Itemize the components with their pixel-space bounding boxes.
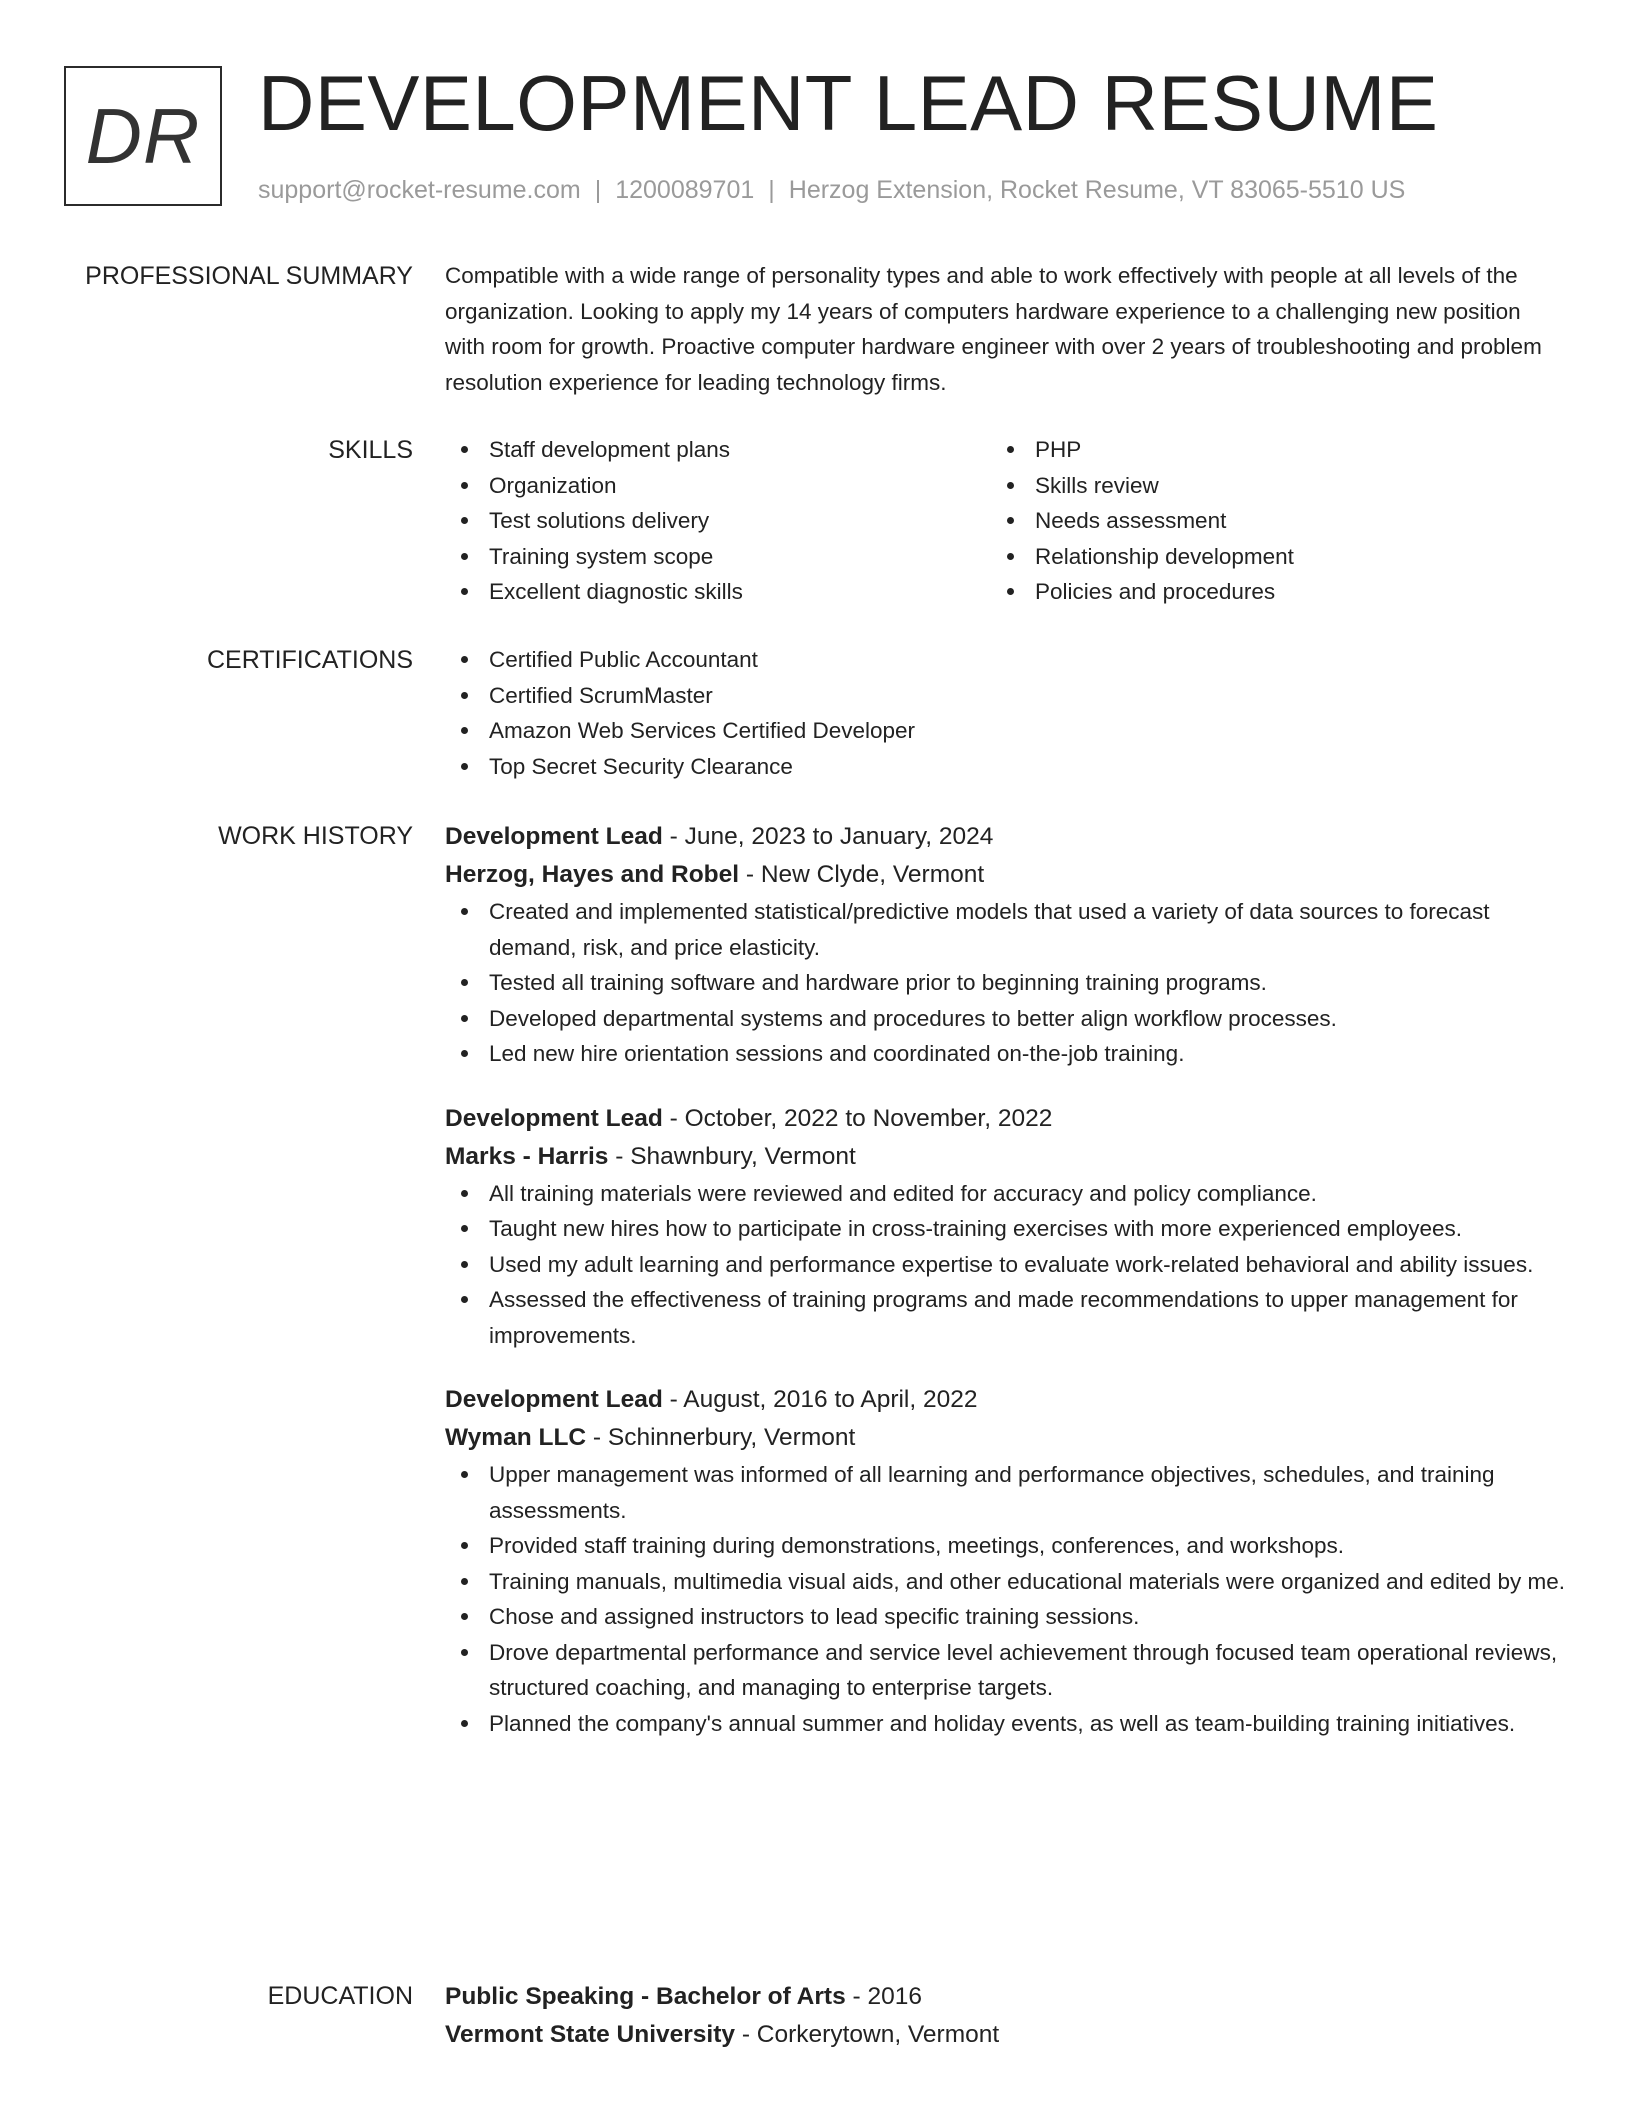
- contact-separator: |: [768, 176, 775, 204]
- job-title-line: [445, 1100, 1565, 1138]
- certification-item: Amazon Web Services Certified Developer: [445, 713, 1565, 749]
- contact-address: Herzog Extension, Rocket Resume, VT 83065-5510 US: [788, 176, 1406, 204]
- job-location: - New Clyde, Vermont: [739, 861, 985, 888]
- job-duty: All training materials were reviewed and edited for accuracy and policy compliance.: [445, 1176, 1565, 1212]
- job-entry: [445, 1100, 1565, 1354]
- job-company-line: [445, 1138, 1565, 1176]
- job-duties-list: [445, 894, 1565, 1072]
- certification-item: Certified Public Accountant: [445, 642, 1565, 678]
- skill-item: Relationship development: [991, 539, 1537, 575]
- job-duty: Created and implemented statistical/predictive models that used a variety of data sources to forecast demand, risk, and price elasticity.: [445, 894, 1565, 965]
- job-company: Herzog, Hayes and Robel: [445, 861, 740, 888]
- job-title: Development Lead: [445, 1104, 663, 1132]
- job-duty: Upper management was informed of all learning and performance objectives, schedules, and training assessments.: [445, 1457, 1565, 1528]
- job-duty: Taught new hires how to participate in cross-training exercises with more experienced employees.: [445, 1211, 1565, 1247]
- skill-item: Policies and procedures: [991, 574, 1537, 610]
- job-dates: - June, 2023 to January, 2024: [662, 823, 994, 850]
- skill-item: PHP: [991, 432, 1537, 468]
- job-duty: Provided staff training during demonstrations, meetings, conferences, and workshops.: [445, 1528, 1565, 1564]
- job-duty: Assessed the effectiveness of training programs and made recommendations to upper management for improvements.: [445, 1282, 1565, 1353]
- job-duties-list: [445, 1176, 1565, 1354]
- contact-phone: 1200089701: [615, 176, 755, 204]
- resume-title: DEVELOPMENT LEAD RESUME: [258, 59, 1439, 147]
- degree-year: - 2016: [845, 1983, 922, 2010]
- job-duty: Training manuals, multimedia visual aids, and other educational materials were organized and edited by me.: [445, 1564, 1565, 1600]
- skill-item: Staff development plans: [445, 432, 991, 468]
- skill-item: Needs assessment: [991, 503, 1537, 539]
- skills-list-left: [445, 432, 991, 610]
- job-company: Wyman LLC: [445, 1424, 587, 1451]
- job-company: Marks - Harris: [445, 1142, 609, 1170]
- work-history-heading: WORK HISTORY: [218, 822, 413, 850]
- job-duty: Planned the company's annual summer and holiday events, as well as team-building training initiatives.: [445, 1706, 1565, 1742]
- certifications-list: [445, 642, 1565, 784]
- monogram-logo: DR: [64, 66, 222, 206]
- summary-heading: PROFESSIONAL SUMMARY: [85, 262, 413, 290]
- school-line: [445, 2016, 1565, 2054]
- skill-item: Organization: [445, 468, 991, 504]
- job-title: Development Lead: [445, 823, 663, 850]
- job-title-line: [445, 1381, 1565, 1419]
- skill-item: Excellent diagnostic skills: [445, 574, 991, 610]
- certification-item: Top Secret Security Clearance: [445, 749, 1565, 785]
- certifications-heading: CERTIFICATIONS: [206, 646, 413, 674]
- skill-item: Skills review: [991, 468, 1537, 504]
- contact-line: [258, 174, 1405, 206]
- skill-item: Training system scope: [445, 539, 991, 575]
- degree-name: Public Speaking - Bachelor of Arts: [445, 1983, 846, 2010]
- skills-heading: SKILLS: [328, 436, 413, 464]
- job-company-line: [445, 1419, 1565, 1457]
- job-duty: Developed departmental systems and procedures to better align workflow processes.: [445, 1001, 1565, 1037]
- job-entry: [445, 1381, 1565, 1741]
- job-entry: [445, 818, 1565, 1072]
- school-location: - Corkerytown, Vermont: [735, 2021, 1000, 2048]
- job-duty: Chose and assigned instructors to lead specific training sessions.: [445, 1599, 1565, 1635]
- job-location: - Schinnerbury, Vermont: [586, 1424, 856, 1451]
- summary-text: Compatible with a wide range of personality types and able to work effectively with people at all levels of the organization. Looking to apply my 14 years of computers hardware experience to a challenging new position with room for growth. Proactive computer hardware engineer with over 2 years of troubleshooting and problem resolution experience for leading technology firms.: [445, 263, 1542, 395]
- skills-list-right: [991, 432, 1537, 610]
- job-dates: - August, 2016 to April, 2022: [662, 1386, 978, 1413]
- job-duty: Tested all training software and hardware prior to beginning training programs.: [445, 965, 1565, 1001]
- contact-separator: |: [594, 176, 602, 204]
- job-duty: Used my adult learning and performance expertise to evaluate work-related behavioral and ability issues.: [445, 1247, 1565, 1283]
- certification-item: Certified ScrumMaster: [445, 678, 1565, 714]
- job-dates: - October, 2022 to November, 2022: [662, 1104, 1053, 1132]
- skill-item: Test solutions delivery: [445, 503, 991, 539]
- job-duty: Led new hire orientation sessions and coordinated on-the-job training.: [445, 1036, 1565, 1072]
- job-company-line: [445, 856, 1565, 894]
- job-duties-list: [445, 1457, 1565, 1741]
- job-location: - Shawnbury, Vermont: [608, 1142, 856, 1170]
- degree-line: [445, 1978, 1565, 2016]
- job-duty: Drove departmental performance and service level achievement through focused team operational reviews, structured coaching, and managing to enterprise targets.: [445, 1635, 1565, 1706]
- job-title: Development Lead: [445, 1386, 663, 1413]
- education-heading: EDUCATION: [267, 1982, 413, 2010]
- contact-email[interactable]: support@rocket-resume.com: [258, 176, 581, 204]
- job-title-line: [445, 818, 1565, 856]
- school-name: Vermont State University: [445, 2021, 736, 2048]
